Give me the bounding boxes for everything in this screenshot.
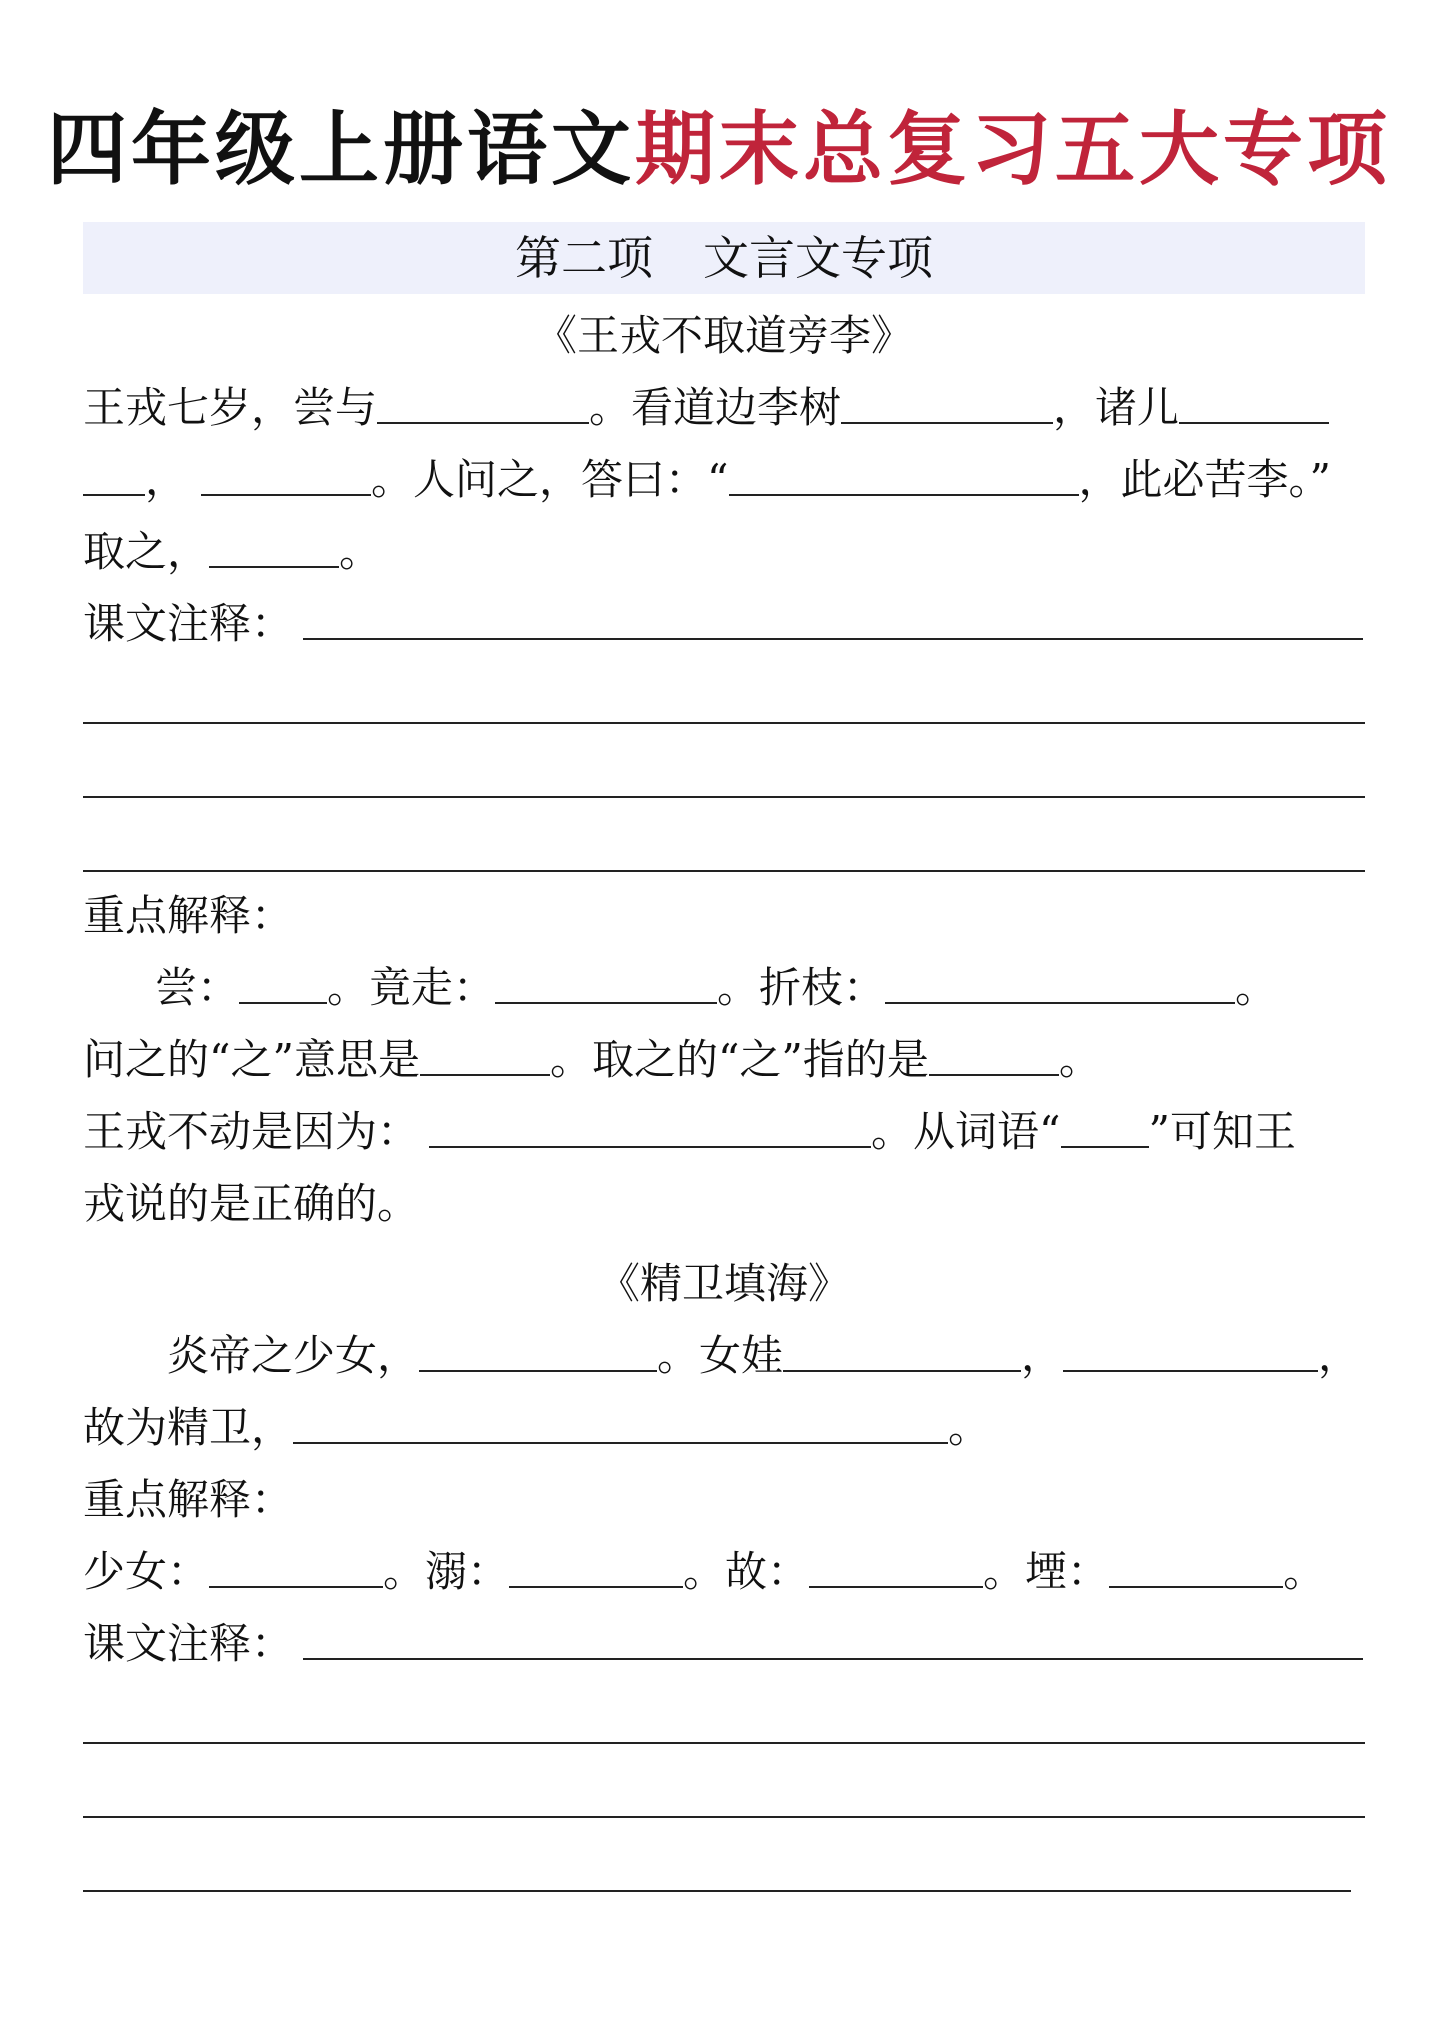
passage-text: 。 [339,527,382,576]
notes-line[interactable] [303,602,1363,640]
fill-blank[interactable] [1109,1550,1283,1588]
passage-text: ，此必苦李。” [1078,455,1331,504]
key-text: 。 [1283,1547,1326,1596]
key-line-1 [83,1536,1365,1608]
key-text: 少女： [83,1547,210,1596]
passage-line-1 [83,372,1365,444]
fill-blank[interactable] [429,1110,871,1148]
fill-blank[interactable] [419,1334,657,1372]
passage-text: 王戎七岁，尝与 [83,383,378,432]
passage-text: 。人问之，答曰：“ [371,455,729,504]
fill-blank[interactable] [420,1038,550,1076]
key-line-1 [83,952,1365,1024]
passage-line-2 [83,444,1365,516]
notes-line[interactable] [83,1742,1365,1744]
passage-line-1 [83,1320,1365,1392]
fill-blank[interactable] [201,458,371,496]
passage-text: 取之， [83,527,210,576]
page-title [0,100,1438,200]
passage-line-3 [83,516,1365,588]
fill-blank[interactable] [293,1406,948,1444]
notes-label: 课文注释： [83,1619,294,1668]
key-text: 。竟走： [327,963,496,1012]
section-header [83,222,1365,294]
section-name: 文言文专项 [703,231,933,285]
key-text: 。 [1058,1035,1101,1084]
text-heading-jingwei: 《精卫填海》 [597,1259,850,1308]
passage-text: 。 [948,1403,991,1452]
key-text: 。 [1235,963,1278,1012]
notes-row [83,588,1365,660]
section-number: 第二项 [515,231,653,285]
passage-text: 。女娃 [657,1331,784,1380]
title-part-red: 期末总复习五大专项 [635,103,1391,196]
passage-text: ，诸儿 [1053,383,1180,432]
key-text: 问之的“之”意思是 [83,1035,420,1084]
fill-blank[interactable] [729,458,1079,496]
fill-blank[interactable] [783,1334,1021,1372]
key-explanations-label: 重点解释： [83,1475,294,1524]
key-text: 。故： [683,1547,810,1596]
fill-blank[interactable] [377,386,589,424]
fill-blank[interactable] [509,1550,683,1588]
key-explanations-label: 重点解释： [83,891,294,940]
key-text: 。溺： [383,1547,510,1596]
fill-blank[interactable] [809,1550,983,1588]
fill-blank[interactable] [83,458,145,496]
notes-line[interactable] [83,1816,1365,1818]
notes-line[interactable] [83,796,1365,798]
fill-blank[interactable] [929,1038,1059,1076]
passage-text: ， [145,455,188,504]
key-text: 王戎不动是因为： [83,1107,420,1156]
key-text: 。从词语“ [871,1107,1061,1156]
text-heading-wangrong: 《王戎不取道旁李》 [534,311,913,360]
fill-blank[interactable] [495,966,717,1004]
fill-blank[interactable] [1063,1334,1318,1372]
notes-line[interactable] [83,722,1365,724]
passage-text: 。看道边李树 [589,383,842,432]
fill-blank[interactable] [885,966,1235,1004]
fill-blank[interactable] [239,966,327,1004]
key-text: 尝： [155,963,240,1012]
passage-text: ， [1318,1331,1361,1380]
key-line-4: 戎说的是正确的。 [83,1179,420,1228]
key-text: ”可知王 [1148,1107,1296,1156]
notes-row [83,1608,1365,1680]
notes-line[interactable] [83,870,1365,872]
fill-blank[interactable] [209,530,339,568]
fill-blank[interactable] [1179,386,1329,424]
key-text: 。取之的“之”指的是 [549,1035,929,1084]
key-text: 。堙： [983,1547,1110,1596]
fill-blank[interactable] [209,1550,383,1588]
notes-label: 课文注释： [83,599,294,648]
passage-text: 故为精卫， [83,1403,294,1452]
key-text: 。折枝： [717,963,886,1012]
passage-text: ， [1021,1331,1064,1380]
title-part-black: 四年级上册语文 [47,103,635,196]
key-line-3 [83,1096,1365,1168]
notes-line[interactable] [303,1622,1363,1660]
fill-blank[interactable] [1061,1110,1149,1148]
passage-line-2 [83,1392,1365,1464]
passage-text: 炎帝之少女， [167,1331,420,1380]
fill-blank[interactable] [841,386,1053,424]
key-line-2 [83,1024,1365,1096]
notes-line[interactable] [83,1890,1351,1892]
